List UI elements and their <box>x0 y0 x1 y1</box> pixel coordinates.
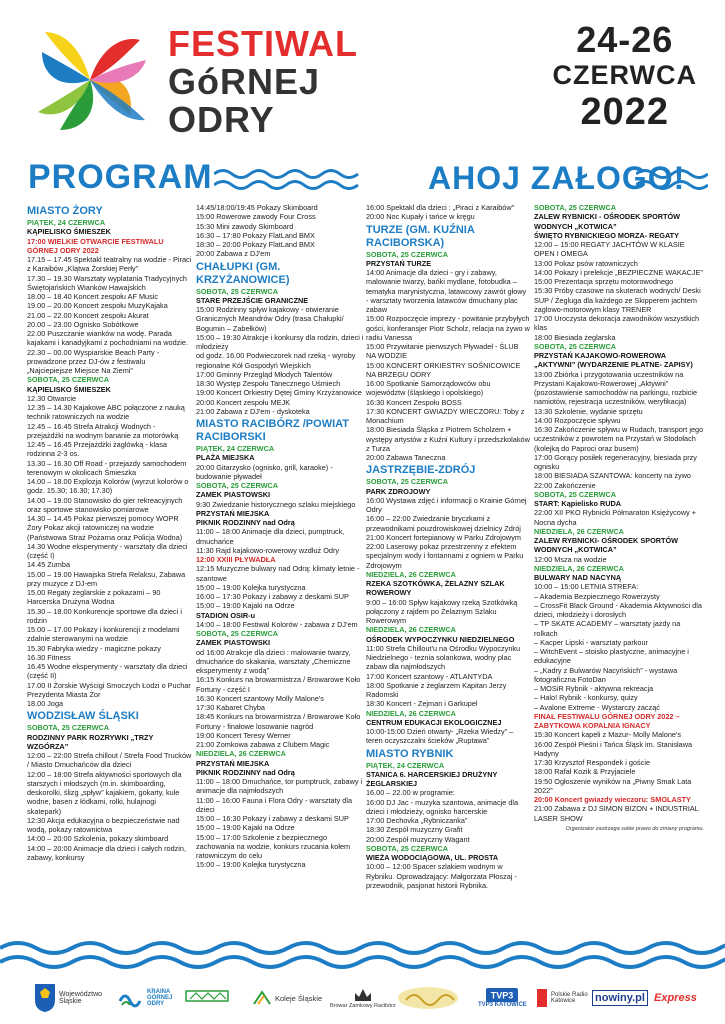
program-entry: 17:00 Uroczysta dekoracja zawodników wszystkich klas <box>534 314 700 333</box>
program-entry: 18:00 Rafał Kozik & Przyjaciele <box>534 767 636 777</box>
program-entry: 18.00 – 18.40 Koncert zespołu AF Music <box>27 292 159 301</box>
venue-label: ŚWIĘTO RYBNICKIEGO MORZA- REGATY <box>534 230 679 240</box>
program-entry: 15:00 – 17:00 Szkolenie z bezpiecznego zachowania na wodzie, konkurs rzucania kołem ratowniczym do celu <box>196 832 351 860</box>
day-label: SOBOTA, 25 CZERWCA <box>534 341 617 351</box>
program-entry: 15:00 – 19:00 Kajaki na Odrze <box>196 823 295 833</box>
program-entry: 16:30 Koncert szantowy Molly Malone's <box>196 693 324 703</box>
program-entry: 9:00 – 16:00 Spływ kajakowy rzeką Szotkówką połączony z rajdem po Żelaznym Szlaku Rowerowym <box>366 597 518 625</box>
program-entry: 19:50 Ogłoszenie wyników na „Piwny Smak Lata 2022” <box>534 776 692 795</box>
program-entry: – CrossFit Black Ground - Akademia Aktywności dla dzieci, młodzieży i dorosłych <box>534 600 702 619</box>
program-entry: 12.45 – 16.45 Strefa Atrakcji Wodnych - przejażdżki na wodnym bananie za motorówką <box>27 421 179 440</box>
program-column-1 <box>27 203 192 938</box>
day-label: SOBOTA, 25 CZERWCA <box>27 375 110 385</box>
program-entry: 15:30 Mini zawody Skimboard <box>196 221 294 231</box>
program-entry: 17:00 Gminny Przegląd Młodych Talentów <box>196 369 333 379</box>
program-entry: – Avalone Extreme - Wystarczy zacząć <box>534 702 660 712</box>
venue-label: PRZYSTAŃ TURZE <box>366 258 432 268</box>
festival-title-line3: ODRY <box>168 99 275 140</box>
program-entry: 17:00 Dechovka „Rybniczanka” <box>366 816 468 825</box>
program-entry: 20.00 – 23.00 Ognisko Sobótkowe <box>27 319 139 329</box>
city-heading: MIASTO ŻORY <box>27 205 103 217</box>
browar-crown-icon <box>353 987 373 1003</box>
program-entry: 21:00 Zabawa z DJ'em - dyskoteka <box>196 406 310 416</box>
program-entry: 16:00 Spektakl dla dzieci : „Piraci z Karaibów” <box>366 203 515 212</box>
program-entry: 14:45/18:00/19:45 Pokazy Skimboard <box>196 203 318 212</box>
program-entry: 18.00 Joga <box>27 699 64 708</box>
venue-label: KĄPIELISKO ŚMIESZEK <box>27 227 111 237</box>
program-entry: 17:30 Kabaret Chyba <box>196 703 265 712</box>
program-entry: 16:15 Konkurs na browarmistrza / Browarowe Koło Fortuny - część I <box>196 675 361 694</box>
sponsor-rybnik-script <box>396 980 460 1016</box>
sponsor-logos <box>0 972 725 1024</box>
dates-days: 24-26 <box>576 19 674 60</box>
day-label: SOBOTA, 25 CZERWCA <box>366 249 449 259</box>
day-label: SOBOTA, 25 CZERWCA <box>196 286 279 296</box>
program-entry: 21:00 Koncert fortepianowy w Parku Zdrojowym <box>366 532 521 542</box>
program-entry: 19.00 – 20.00 Koncert zespołu MuzyKajaka <box>27 301 168 311</box>
venue-label: ZALEW RYBNICKI- OŚRODEK SPORTÓW WODNYCH „KOTWICA” <box>534 536 679 555</box>
program-entry: 21.00 – 22.00 Koncert zespołu Akurat <box>27 310 149 320</box>
day-label: NIEDZIELA, 26 CZERWCA <box>366 708 456 718</box>
sponsor-koleje-label: Koleje Śląskie <box>275 993 323 1003</box>
venue-label: RZEKA SZOTKÓWKA, ŻELAZNY SZLAK ROWEROWY <box>366 579 505 598</box>
program-entry: 16:00 Zespół Pieśni i Tańca Śląsk im. Stanisława Hadyny <box>534 739 693 758</box>
program-entry: 17.15 – 17.45 Spektakl teatralny na wodzie - Piraci z Karaibów „Klątwa Żorskiej Perły” <box>27 255 192 274</box>
program-entry: 17:30 Krzysztof Respondek i goście <box>534 758 651 767</box>
sponsor-nowiny <box>592 980 648 1016</box>
venue-label: RODZINNY PARK ROZRYWKI „TRZY WZGÓRZA” <box>27 732 154 751</box>
program-entry: 13.30 – 16.30 Off Road - przejazdy samochodem terenowym w okolicach Śmieszka <box>27 458 187 477</box>
program-entry: – „Kadry z Bulwarów Nacyńskich” - wystawa fotograficzna FotoDan <box>534 665 678 684</box>
day-label: NIEDZIELA, 26 CZERWCA <box>534 526 624 536</box>
program-entry: 16:30 Zakończenie spływu w Rudach, transport jego uczestników z powrotem na Przystań w Stodołach (kolejką do Paproci oraz busem) <box>534 425 704 453</box>
program-entry: – Akademia Bezpiecznego Rowerzysty <box>534 591 660 601</box>
program-entry: 21:00 Zabawa z DJ SIMON BIZON + INDUSTRIAL LASER SHOW <box>534 804 699 823</box>
venue-label: PIKNIK RODZINNY nad Odrą <box>196 518 295 527</box>
program-heading: PROGRAM <box>28 158 213 196</box>
sponsor-silesia-label: Województwo Śląskie <box>59 991 103 1005</box>
program-entry: – Halo! Rybnik - konkursy, quizy <box>534 693 638 703</box>
program-entry: 14.00 – 18.00 Explozja Kolorów (wyrzut kolorów o godz. 15.30; 16.30; 17.30) <box>27 477 189 496</box>
tvp3-logo-icon <box>486 988 518 1002</box>
program-entry: 20:00 Zabawa Taneczna <box>366 453 446 462</box>
wave-left-icon <box>214 166 364 192</box>
program-entry: 18:45 Konkurs na browarmistrza / Browarowe Koło Fortuny - finałowe losowanie nagród <box>196 712 361 731</box>
program-entry: 16:00 – 17:30 Pokazy i zabawy z deskami SUP <box>196 592 349 601</box>
sponsor-tvp3 <box>478 980 527 1016</box>
kraina-wave-icon <box>118 987 144 1009</box>
day-label: SOBOTA, 25 CZERWCA <box>27 723 110 733</box>
program-entry: 16.45 Wodne eksperymenty - warsztaty dla dzieci (część II) <box>27 662 188 681</box>
venue-label: PRZYSTAŃ MIEJSKA <box>196 758 270 768</box>
festival-title <box>168 23 358 140</box>
program-entry: 18:30 Występ Zespołu Tanecznego Uśmiech <box>196 379 341 388</box>
city-heading: TURZE (GM. KUŹNIA RACIBORSKA) <box>366 223 475 249</box>
program-entry: od godz. 16.00 Podwieczorek nad rzeką - wyroby regionalne Kół Gospodyń Wiejskich <box>196 351 356 370</box>
venue-label: ZALEW RYBNICKI - OŚRODEK SPORTÓW WODNYCH „KOTWICA” <box>534 212 681 231</box>
program-entry: 22.00 Puszczanie wianków na wodę. Parada kajakami i kanadyjkami z pochodniami na wodzie. <box>27 329 189 348</box>
venue-label: ZAMEK PIASTOWSKI <box>196 638 271 648</box>
program-entry: 15:30 Próby czasowe na skuterach wodnych/ Deski SUP / Żegluga dla każdego ze Skipperem jachtem żaglowo-motorowym klasy TRENER <box>534 286 701 314</box>
program-entry: od 16:00 Atrakcje dla dzieci : malowanie twarzy, dmuchańce do skakania, warsztaty „Chemiczne eksperymenty z wodą” <box>196 647 351 675</box>
program-entry: 11:00 Strefa Chillout'u na Ośrodku Wypoczynku Niedzielnego - teznia solankowa, wodny plac zabaw dla najmłodszych <box>366 643 521 672</box>
sponsor-radio <box>536 980 589 1016</box>
program-entry: 11:00 – 18:00 Dmuchańce, tor pumptruck, zabawy i animacje dla najmłodszych <box>196 777 363 796</box>
wave-right-icon <box>636 166 708 192</box>
program-entry: 14:00 Animacje dla dzieci - gry i zabawy, malowanie twarzy, bańki mydlane, fotobudka – tematyka marynistyczna, latawcowy zawrót głowy - warsztaty tworzenia latawców dmuchany plac zabaw <box>366 268 527 314</box>
program-entry: 13:30 Szkolenie, wydanie sprzętu <box>534 406 643 416</box>
venue-label: WIEŻA WODOCIĄGOWA, UL. PROSTA <box>366 853 499 862</box>
city-heading: WODZISŁAW ŚLĄSKI <box>27 710 139 723</box>
program-entry: 10:00-15:00 Dzień otwarty- „Rzeka Wiedzy” – teren oczyszczalni ścieków „Ruptawa” <box>366 727 514 746</box>
program-entry: 14.00 – 19.00 Stanowisko do gier rekreacyjnych oraz sportowe stanowisko pomiarowe <box>27 495 183 514</box>
program-entry: 17:00 Koncert szantowy - ATLANTYDA <box>366 671 493 681</box>
program-entry: 11:00 – 18:00 Animacje dla dzieci, pumptruck, dmuchańce <box>196 527 345 546</box>
program-entry: 15:30 Koncert kapeli z Mazur- Molly Malone's <box>534 730 681 740</box>
program-entry: 18:00 Biesiada żeglarska <box>534 332 616 342</box>
koleje-logo-icon <box>252 990 272 1006</box>
sponsor-koleje <box>252 980 322 1016</box>
program-entry: 20:00 Koncert zespołu MEJK <box>196 397 291 407</box>
program-entry: 13:00 Zbiórka i przygotowania uczestników na Przystani Kajakowo-Rowerowej „Aktywni” (pozostawienie samochodów na parkingu, rozbicie namiotów, rejestracja uczestników, weryfikacja) <box>534 369 698 407</box>
program-entry: – Kacper Lipski - warsztaty parkour <box>534 637 648 647</box>
festival-title-line1: FESTIWAL <box>168 23 358 64</box>
day-label: PIĄTEK, 24 CZERWCA <box>196 444 275 453</box>
program-entry: – TP SKATE ACADEMY – warsztaty jazdy na rolkach <box>534 619 681 638</box>
program-entry: 15:00 Prezentacja sprzętu motorowodnego <box>534 277 674 286</box>
program-entry: 15:00 Przywitanie pierwszych Pływadeł - ŚLUB NA WODZIE <box>366 342 519 361</box>
ahoj-heading: AHOJ ZAŁOGO! <box>428 160 686 196</box>
venue-label: STARE PRZEJŚCIE GRANICZNE <box>196 295 309 305</box>
program-entry: 16:30 – 17:80 Pokazy FlatLand BMX <box>196 230 315 240</box>
program-entry: 20:00 Noc Kupały i tańce w kręgu <box>366 212 475 222</box>
program-entry: 15:00 Rozpoczęcie imprezy - powitanie przybyłych gości, konferansjer Piotr Scholz, relacja na żywo w radiu Vanessa <box>366 314 530 342</box>
program-entry: 22:00 XII PKO Rybnicki Półmaraton Księżycowy + Nocna dycha <box>534 508 697 527</box>
program-entry: 14:00 – 20:00 Szkolenia, pokazy skimboard <box>27 834 169 844</box>
program-entry: 16:00 Spotkanie Samorządowców obu województw (śląskiego i opolskiego) <box>366 379 491 398</box>
sponsor-kraina <box>118 980 181 1016</box>
highlight-entry: 20:00 Koncert gwiazdy wieczoru: SMOLASTY <box>534 795 691 804</box>
program-entry: 22.30 – 00.00 Wyspiarskie Beach Party - prowadzone przez DJ-ów z festiwalu „Najciepiejsze Miejsce Na Ziemi” <box>27 347 160 375</box>
day-label: SOBOTA, 25 CZERWCA <box>196 629 279 638</box>
program-entry: 15:00 – 19:30 Atrakcje i konkursy dla rodzin, dzieci i młodzieży <box>196 332 364 351</box>
program-entry: 9:30 Zwiedzanie historycznego szlaku miejskiego <box>196 499 356 509</box>
program-entry: 18:00 BIESIADA SZANTOWA: koncerty na żywo <box>534 471 691 481</box>
sponsor-kraina-label: KRAINA GÓRNEJ ODRY <box>147 989 173 1007</box>
program-entry: 16:00 DJ Jac - muzyka szantowa, animacje dla dzieci i młodzieży, ognisko harcerskie <box>366 797 519 816</box>
city-heading: MIASTO RACIBÓRZ /POWIAT RACIBORSKI <box>196 418 349 443</box>
day-label: PIĄTEK, 24 CZERWCA <box>27 218 106 227</box>
program-entry: 15:00 – 19:00 Kolejka turystyczna <box>196 860 306 870</box>
program-entry: 10:00 – 12:00 Spacer szlakiem wodnym w Rybniku. Oprowadzający: Małgorzata Płoszaj - przewodnik, pasjonat historii Rybnika. <box>366 862 517 890</box>
organizer-note: Organizator zastrzega sobie prawo do zmiany programu. <box>565 825 704 832</box>
radio-logo-icon <box>536 988 548 1008</box>
venue-label: OŚRODEK WYPOCZYNKU NIEDZIELNEGO <box>366 634 515 644</box>
day-label: SOBOTA, 25 CZERWCA <box>534 489 617 499</box>
venue-label: CENTRUM EDUKACJI EKOLOGICZNEJ <box>366 717 502 727</box>
program-column-2 <box>196 203 364 938</box>
sponsor-browar <box>330 980 396 1016</box>
festival-dates <box>552 19 698 133</box>
program-entry: 12:15 Muzyczne bulwary nad Odrą: klimaty letnie - szantowe <box>196 564 360 583</box>
festival-title-line2: GóRNEJ <box>168 61 321 102</box>
program-entry: 17:30 KONCERT GWIAZDY WIECZORU: Toby z Monachium <box>366 406 525 425</box>
venue-label: PRZYSTAŃ MIEJSKA <box>196 508 270 518</box>
city-heading: MIASTO RYBNIK <box>366 747 454 760</box>
program-entry: 22:00 Zakończenie <box>534 480 596 490</box>
program-entry: 12:00 – 15:00 REGATY JACHTÓW W KLASIE OPEN I OMEGA <box>534 240 685 259</box>
program-entry: 15.30 Fabryka wiedzy - magiczne pokazy <box>27 643 161 653</box>
svg-text:TVP3: TVP3 <box>491 990 514 1001</box>
sponsor-radio-label: Polskie Radio Katowice <box>551 992 588 1004</box>
poster-header <box>0 0 725 150</box>
program-entry: 15:00 – 19:00 Kajaki na Odrze <box>196 601 295 611</box>
program-entry: 22:00 Laserowy pokaz przestrzenny z efektem specjalnym wody i fontannami z ogniem w Parku Zdrojowym <box>366 542 524 570</box>
program-entry: 15:00 Rowerowe zawody Four Cross <box>196 212 316 222</box>
sponsor-express-label: Express <box>654 992 697 1004</box>
program-entry: 10:00 – 15:00 LETNIA STREFA: <box>534 582 639 592</box>
program-entry: 16:00 – 22:00 Zwiedzanie bryczkami z przewodnikami pouzdrowiskowej dzielnicy Zdrój <box>366 514 521 533</box>
dates-year: 2022 <box>580 91 670 133</box>
program-entry: 15.00 Regaty żeglarskie z pokazami – 90 Harcerska Drużyna Wodna <box>27 588 161 607</box>
dates-month: CZERWCA <box>552 60 697 90</box>
program-entry: 18:00 Spotkanie z żeglarzem Kapitan Jerzy Radomski <box>366 680 507 699</box>
program-entry: 15:00 – 19:00 Kolejka turystyczna <box>196 582 306 592</box>
sponsor-express <box>654 980 697 1016</box>
highlight-entry: 12:00 XXIII PŁYWADŁA <box>196 555 276 564</box>
program-entry: 12.45 – 16.45 Przejażdżki żaglówką - klasa rodzinna 2-3 os. <box>27 440 167 459</box>
program-entry: 12.35 – 14.30 Kajakowe ABC połączone z nauką technik ratowniczych na wodzie <box>27 403 185 422</box>
day-label: NIEDZIELA, 26 CZERWCA <box>366 569 456 579</box>
venue-label: ZAMEK PIASTOWSKI <box>196 490 271 500</box>
day-label: NIEDZIELA, 26 CZERWCA <box>196 749 286 759</box>
program-entry: 14:00 – 18:00 Festiwal Kolorów - zabawa z DJ'em <box>196 619 358 629</box>
program-entry: 16:30 Koncert Zespołu BOSS <box>366 397 462 407</box>
highlight-entry: FINAŁ FESTIWALU GÓRNEJ ODRY 2022 – ZABYTKOWA KOPALNIA IGNACY <box>534 711 680 730</box>
program-entry: 12:00 – 22:00 Strefa chillout / Strefa Food Trucków / Miasto Dmuchańców dla dzieci <box>27 751 192 770</box>
sponsor-silesia <box>34 980 111 1016</box>
program-entry: 14:00 – 20:00 Animacje dla dzieci i całych rodzin, zabawy, konkursy <box>27 843 187 862</box>
venue-label: PLAŻA MIEJSKA <box>196 453 255 463</box>
venue-label: STANICA 6. HARCERSKIEJ DRUŻYNY ŻEGLARSKIEJ <box>366 769 498 788</box>
bottom-wave-icon <box>0 936 725 972</box>
city-heading: CHAŁUPKI (GM. KRZYŻANOWICE) <box>196 260 290 286</box>
program-entry: 11:00 – 16:00 Fauna i Flora Odry - warsztaty dla dzieci <box>196 795 353 814</box>
program-entry: 16.00 – 22.00 w programie: <box>366 788 455 798</box>
program-entry: 15:00 KONCERT ORKIESTRY SOŚNICOWICE NA BRZEGU ODRY <box>366 360 521 379</box>
program-entry: 19:00 Koncert Orkiestry Dętej Gminy Krzyżanowice <box>196 388 362 398</box>
highlight-entry: 17:00 WIELKIE OTWARCIE FESTIWALU GÓRNEJ ODRY 2022 <box>27 236 164 255</box>
program-entry: – MOSiR Rybnik - aktywna rekreacja <box>534 684 654 693</box>
program-entry: 16.30 Fitness <box>27 652 71 662</box>
venue-label: PRZYSTAŃ KAJAKOWO-ROWEROWA „AKTYWNI” (WYDARZENIE PŁATNE- ZAPISY) <box>534 351 693 370</box>
venue-label: PIKNIK RODZINNY nad Odrą <box>196 767 295 777</box>
program-entry: 12.30 Otwarcie <box>27 393 77 403</box>
venue-label: KĄPIELISKO ŚMIESZEK <box>27 384 111 394</box>
venue-label: STADION OSIR-u <box>196 610 256 620</box>
festival-pinwheel-logo-icon <box>28 18 152 142</box>
venue-label: PARK ZDROJOWY <box>366 486 431 496</box>
program-entry: 14.45 Zumba <box>27 560 70 570</box>
program-entry: 20:00 Zespół muzyczny Wagant <box>366 834 470 844</box>
day-label: SOBOTA, 25 CZERWCA <box>366 477 449 487</box>
program-entry: 20:00 Gitarzysko (ognisko, grill, karaoke) - budowanie pływadeł <box>196 462 333 481</box>
tourism-org-logo-icon <box>184 987 230 1009</box>
program-entry: 18:30 – 20:00 Pokazy FlatLand BMX <box>196 240 315 249</box>
venue-label: BULWARY NAD NACYNĄ <box>534 573 622 582</box>
day-label: SOBOTA, 25 CZERWCA <box>196 481 279 490</box>
program-entry: 15.30 – 18.00 Konkurencje sportowe dla dzieci i rodzin <box>27 606 182 625</box>
program-entry: 12:00 Msza na wodzie <box>534 554 607 564</box>
program-entry: 14.30 Wodne eksperymenty - warsztaty dla dzieci (część I) <box>27 541 188 560</box>
program-entry: 17.30 – 19.30 Warsztaty wyplatania Tradycyjnych Świętojańskich Wianków Hawajskich <box>27 273 187 292</box>
program-entry: 14:00 Pokazy i prelekcje „BEZPIECZNE WAKACJE” <box>534 267 703 277</box>
rybnik-script-logo-icon <box>396 985 460 1011</box>
program-entry: 12:30 Akcja edukacyjna o bezpieczeństwie nad wodą, pokazy ratownictwa <box>27 815 180 834</box>
program-column-3 <box>366 203 530 938</box>
program-entry: 15:00 Rodzinny spływ kajakowy - otwieranie Granicznych Meandrów Odry (trasa Chałupki/ Bogumin – Zabełków) <box>196 305 344 333</box>
program-entry: 15:00 – 16:30 Pokazy i zabawy z deskami SUP <box>196 814 349 823</box>
program-entry: 20:00 Zabawa z DJ'em <box>196 249 271 259</box>
program-entry: 14.30 – 14.45 Pokaz pierwszej pomocy WOPR Żory Pokaz akcji ratowniczej na wodzie (Państwowa Straż Pożarna oraz Policja Wodna) <box>27 514 183 542</box>
program-entry: 17:00 Gorący posiłek regeneracyjny, biesiada przy ognisku <box>534 452 697 471</box>
program-entry: 18:30 Zespół muzyczny Grafit <box>366 825 463 835</box>
program-entry: – WitchEvent – stoisko plastyczne, animacyjne i edukacyjne <box>534 647 689 666</box>
program-entry: 18:30 Koncert - Zejman i Garkupel <box>366 699 478 709</box>
program-entry: 17.00 II Żorskie Wyścigi Smoczych Łodzi o Puchar Prezydenta Miasta Żor <box>27 680 191 699</box>
day-label: SOBOTA, 25 CZERWCA <box>534 203 617 212</box>
program-entry: 12:00 – 18:00 Strefa aktywności sportowych dla starszych i młodszych (m.in. skimboarding, deskorolki, ślizg „spływ” kajakiem, gokarty, kule wodne, basen z łódkami, rolki, hulajnogi skatepark) <box>27 769 182 816</box>
venue-label: START: Kąpielisko RUDA <box>534 499 622 508</box>
program-entry: 18:00 Biesiada Śląska z Piotrem Scholzem + występy artystów z Kuźni Kultury i przedszkolaków z Turza <box>366 425 530 453</box>
program-entry: 15.00 – 17.00 Pokazy i konkurencji z modelami zdalnie sterowanymi na wodzie <box>27 625 180 644</box>
program-entry: 16:00 Wystawa zdjęć i informacji o Krainie Górnej Odry <box>366 495 527 514</box>
day-label: PIĄTEK, 24 CZERWCA <box>366 760 445 770</box>
program-entry: 15.00 – 19.00 Hawajska Strefa Relaksu, Zabawa przy muzyce z DJ-em <box>27 569 186 588</box>
sponsor-tvp3-label: TVP3 KATOWICE <box>478 1002 527 1008</box>
day-label: NIEDZIELA, 26 CZERWCA <box>534 563 624 573</box>
program-entry: 14:00 Rozpoczęcie spływu <box>534 415 621 425</box>
day-label: NIEDZIELA, 26 CZERWCA <box>366 625 456 635</box>
city-heading: JASTRZĘBIE-ZDRÓJ <box>366 464 476 477</box>
sponsor-tourism <box>184 980 233 1016</box>
day-label: SOBOTA, 25 CZERWCA <box>366 843 449 853</box>
program-entry: 21:00 Zomkowa zabawa z Clubem Magic <box>196 740 330 749</box>
program-column-4 <box>534 203 704 938</box>
silesia-crest-icon <box>34 983 56 1013</box>
program-entry: 13:00 Pokaz psów ratowniczych <box>534 258 638 268</box>
program-entry: 19:00 Koncert Teresy Werner <box>196 730 291 740</box>
sponsor-nowiny-label: nowiny.pl <box>592 990 648 1006</box>
program-entry: 11:30 Rajd kajakowo-rowerowy wzdłuż Odry <box>196 545 340 555</box>
sponsor-browar-label: Browar Zamkowy Racibórz <box>330 1003 396 1009</box>
